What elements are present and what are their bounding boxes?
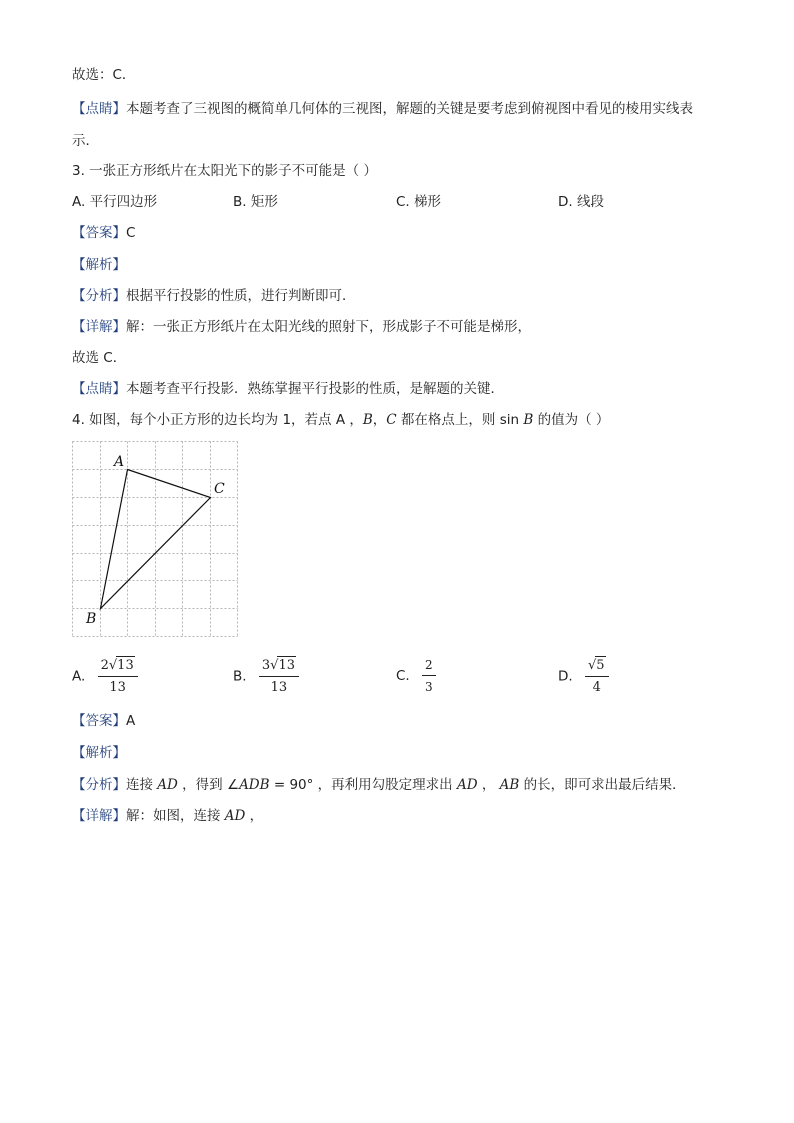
grid-lines bbox=[73, 442, 238, 637]
q3-option-b: B. 矩形 bbox=[233, 194, 278, 210]
q4-analysis-heading: 【解析】 bbox=[72, 745, 126, 761]
q4-option-a: A. $\frac{2√13}{13}$ bbox=[72, 656, 138, 697]
q4-fenxi: 【分析】连接 AD ，得到 ∠ADB = 90° ，再利用勾股定理求出 AD ， AB 的长，即可求出最后结果． bbox=[72, 777, 686, 793]
q3-answer: 【答案】C bbox=[72, 225, 136, 241]
q4-option-d: D. $\frac{√5}{4}$ bbox=[558, 656, 609, 697]
q3-note: 【点睛】本题考查平行投影．熟练掌握平行投影的性质，是解题的关键． bbox=[72, 381, 504, 397]
q3-fenxi: 【分析】根据平行投影的性质，进行判断即可． bbox=[72, 288, 356, 304]
choice-line: 故选：C． bbox=[72, 67, 136, 83]
label-b: B bbox=[86, 611, 97, 627]
q3-choose: 故选 C． bbox=[72, 350, 127, 366]
q3-detail: 【详解】解：一张正方形纸片在太阳光线的照射下，形成影子不可能是梯形， bbox=[72, 319, 531, 335]
q4-detail: 【详解】解：如图，连接 AD ， bbox=[72, 808, 264, 824]
q4-answer: 【答案】A bbox=[72, 713, 136, 729]
q4-option-b: B. $\frac{3√13}{13}$ bbox=[233, 656, 299, 697]
remark-line: 【点睛】本题考查了三视图的概简单几何体的三视图，解题的关键是要考虑到俯视图中看见的棱用实线表 bbox=[72, 101, 693, 117]
label-a: A bbox=[114, 454, 125, 470]
q4-option-c: C. $\frac{2}{3}$ bbox=[396, 656, 436, 696]
q3-option-a: A. 平行四边形 bbox=[72, 194, 158, 210]
remark-tag: 【点睛】 bbox=[72, 101, 126, 117]
q3-option-c: C. 梯形 bbox=[396, 194, 442, 210]
q3-stem: 3. 一张正方形纸片在太阳光下的影子不可能是（ ） bbox=[72, 163, 377, 179]
grid-figure bbox=[60, 435, 250, 645]
label-c: C bbox=[214, 481, 225, 497]
q3-analysis-heading: 【解析】 bbox=[72, 257, 126, 273]
q3-option-d: D. 线段 bbox=[558, 194, 604, 210]
q4-stem: 4. 如图，每个小正方形的边长均为 1，若点 A ，B，C 都在格点上，则 sin B 的值为（ ） bbox=[72, 412, 610, 428]
remark-line-cont: 示． bbox=[72, 133, 99, 149]
